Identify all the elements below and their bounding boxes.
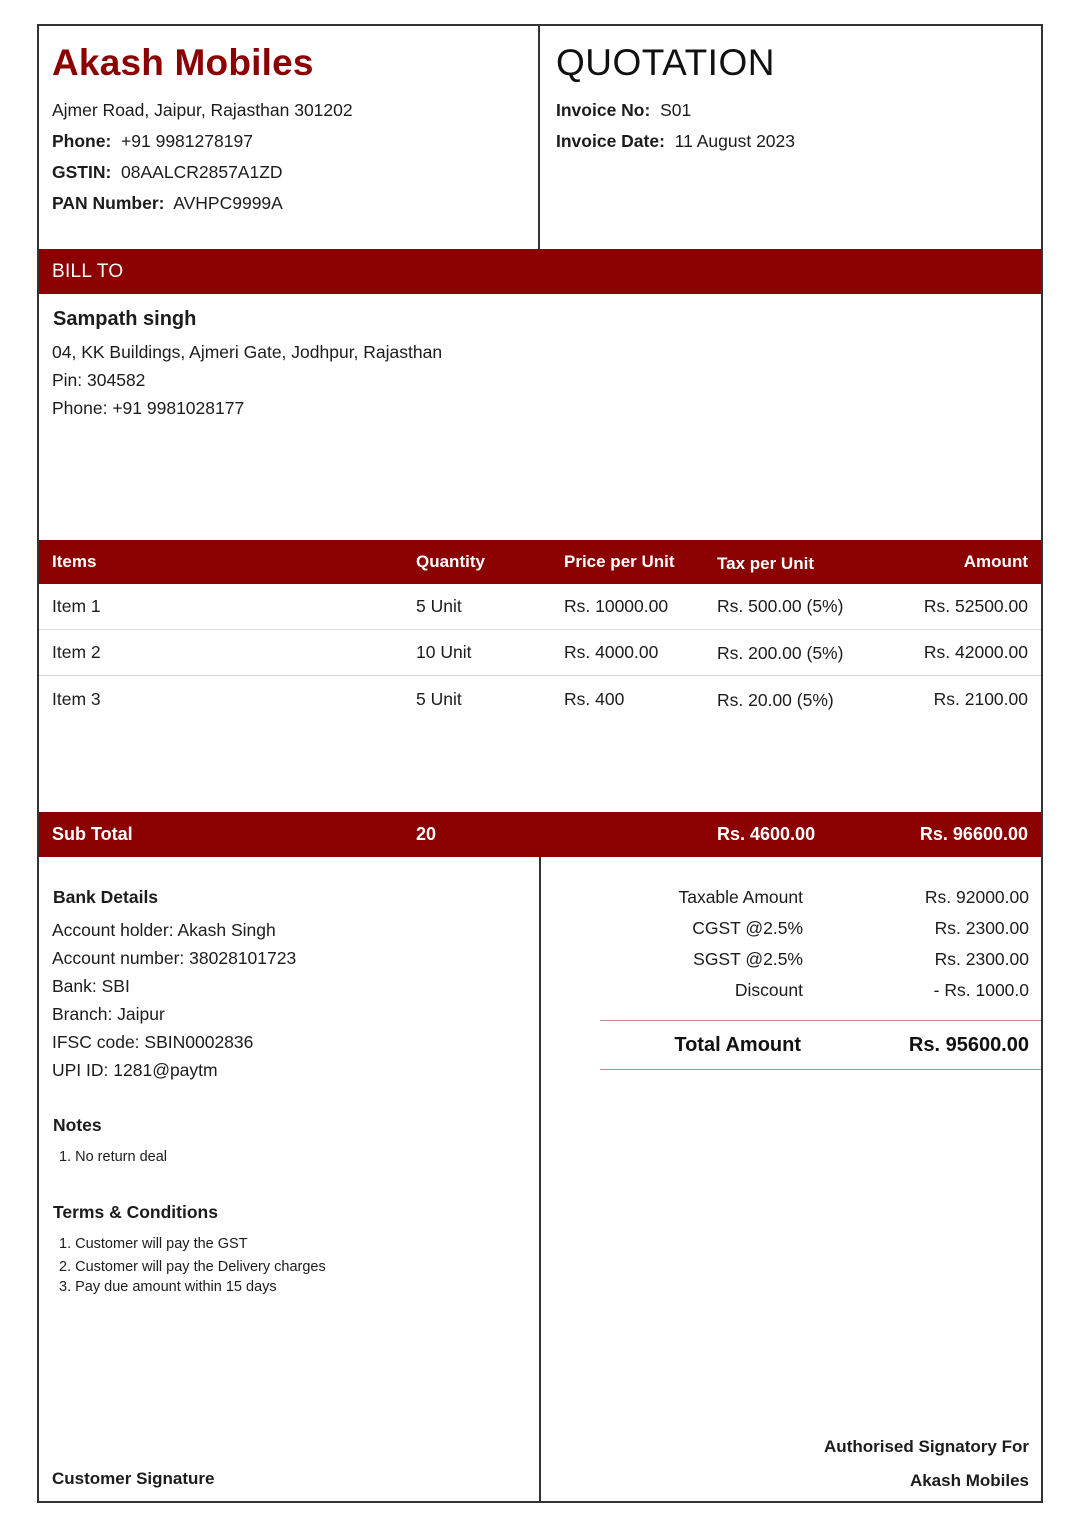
summary-value-taxable: Rs. 92000.00: [924, 887, 1029, 907]
seller-pan-value: AVHPC9999A: [173, 193, 283, 213]
cell-quantity: 5 Unit: [416, 689, 462, 709]
invoice-date-value: 11 August 2023: [674, 131, 796, 151]
customer-address: 04, KK Buildings, Ajmeri Gate, Jodhpur, Rajasthan: [52, 342, 443, 362]
bill-to-heading: BILL TO: [52, 261, 124, 282]
table-row: [39, 630, 1041, 676]
cell-quantity: 5 Unit: [416, 596, 462, 616]
customer-phone: Phone: +91 9981028177: [52, 398, 245, 418]
seller-pan-label: PAN Number:: [52, 193, 165, 213]
note-item: 1. No return deal: [59, 1149, 168, 1165]
summary-label-taxable: Taxable Amount: [678, 887, 803, 907]
items-table-header: [39, 540, 1041, 584]
table-row: [39, 677, 1041, 723]
cell-amount: Rs. 2100.00: [933, 689, 1028, 709]
cell-item: Item 3: [52, 689, 101, 709]
cell-tax: Rs. 500.00 (5%): [717, 596, 844, 616]
seller-gstin: [52, 162, 283, 183]
invoice-number-value: S01: [660, 100, 692, 120]
customer-pin: Pin: 304582: [52, 370, 146, 390]
seller-name: Akash Mobiles: [52, 42, 314, 83]
seller-gstin-label: GSTIN:: [52, 162, 112, 182]
quotation-document: [37, 24, 1043, 1503]
cell-item: Item 2: [52, 642, 101, 662]
subtotal-quantity: 20: [416, 824, 437, 844]
summary-label-cgst: CGST @2.5%: [692, 918, 803, 938]
column-header-items: Items: [52, 552, 97, 571]
column-header-price: Price per Unit: [564, 552, 675, 571]
column-header-amount: Amount: [963, 552, 1028, 571]
bank-details-heading: Bank Details: [53, 887, 159, 907]
cell-price: Rs. 400: [564, 689, 625, 709]
document-title: QUOTATION: [556, 42, 775, 83]
summary-label-discount: Discount: [734, 980, 803, 1000]
payment-info: [39, 857, 541, 1501]
cell-item: Item 1: [52, 596, 101, 616]
cell-tax: Rs. 200.00 (5%): [717, 643, 844, 663]
invoice-date: [556, 131, 795, 152]
terms-heading: Terms & Conditions: [53, 1202, 218, 1222]
bank-account-number: Account number: 38028101723: [52, 948, 297, 968]
summary-value-sgst: Rs. 2300.00: [934, 949, 1029, 969]
authorised-signatory-company: Akash Mobiles: [909, 1471, 1029, 1490]
bill-to-header: [39, 249, 1041, 294]
bill-to-section: [39, 294, 1041, 540]
column-header-tax: Tax per Unit: [717, 554, 814, 573]
seller-address: Ajmer Road, Jaipur, Rajasthan 301202: [52, 100, 353, 120]
cell-amount: Rs. 52500.00: [923, 596, 1028, 616]
total-amount-label: Total Amount: [674, 1034, 801, 1056]
authorised-signatory-label: Authorised Signatory For: [824, 1437, 1029, 1456]
subtotal-tax: Rs. 4600.00: [717, 824, 816, 844]
document-header: [39, 26, 1041, 250]
invoice-date-label: Invoice Date:: [556, 131, 665, 151]
cell-quantity: 10 Unit: [416, 642, 472, 662]
summary-divider: [600, 1069, 1041, 1070]
term-item: 1. Customer will pay the GST: [59, 1236, 248, 1252]
summary-divider: [600, 1020, 1041, 1021]
bank-ifsc: IFSC code: SBIN0002836: [52, 1032, 254, 1052]
notes-heading: Notes: [53, 1115, 102, 1135]
document-meta: [540, 26, 1041, 250]
seller-info: [39, 26, 540, 250]
seller-phone-label: Phone:: [52, 131, 112, 151]
cell-amount: Rs. 42000.00: [923, 642, 1028, 662]
subtotal-row: [39, 812, 1041, 857]
table-row: [39, 584, 1041, 630]
bank-upi: UPI ID: 1281@paytm: [52, 1060, 218, 1080]
term-item: 3. Pay due amount within 15 days: [59, 1279, 277, 1295]
cell-price: Rs. 10000.00: [564, 596, 669, 616]
seller-pan: [52, 193, 283, 214]
bank-name: Bank: SBI: [52, 976, 130, 996]
seller-phone-value: +91 9981278197: [121, 131, 253, 151]
seller-gstin-value: 08AALCR2857A1ZD: [121, 162, 283, 182]
cell-tax: Rs. 20.00 (5%): [717, 690, 834, 710]
customer-name: Sampath singh: [53, 308, 197, 330]
subtotal-label: Sub Total: [52, 824, 133, 844]
invoice-number-label: Invoice No:: [556, 100, 651, 120]
subtotal-amount: Rs. 96600.00: [919, 824, 1028, 844]
summary-value-discount: - Rs. 1000.0: [933, 980, 1029, 1000]
invoice-number: [556, 100, 691, 121]
summary-label-sgst: SGST @2.5%: [693, 949, 803, 969]
amount-summary: [541, 857, 1041, 1501]
term-item: 2. Customer will pay the Delivery charges: [59, 1259, 326, 1275]
bank-branch: Branch: Jaipur: [52, 1004, 165, 1024]
summary-value-cgst: Rs. 2300.00: [934, 918, 1029, 938]
total-amount-value: Rs. 95600.00: [908, 1034, 1029, 1056]
seller-phone: [52, 131, 253, 152]
customer-signature: Customer Signature: [52, 1469, 215, 1488]
bank-account-holder: Account holder: Akash Singh: [52, 920, 276, 940]
column-header-quantity: Quantity: [416, 552, 485, 571]
cell-price: Rs. 4000.00: [564, 642, 659, 662]
